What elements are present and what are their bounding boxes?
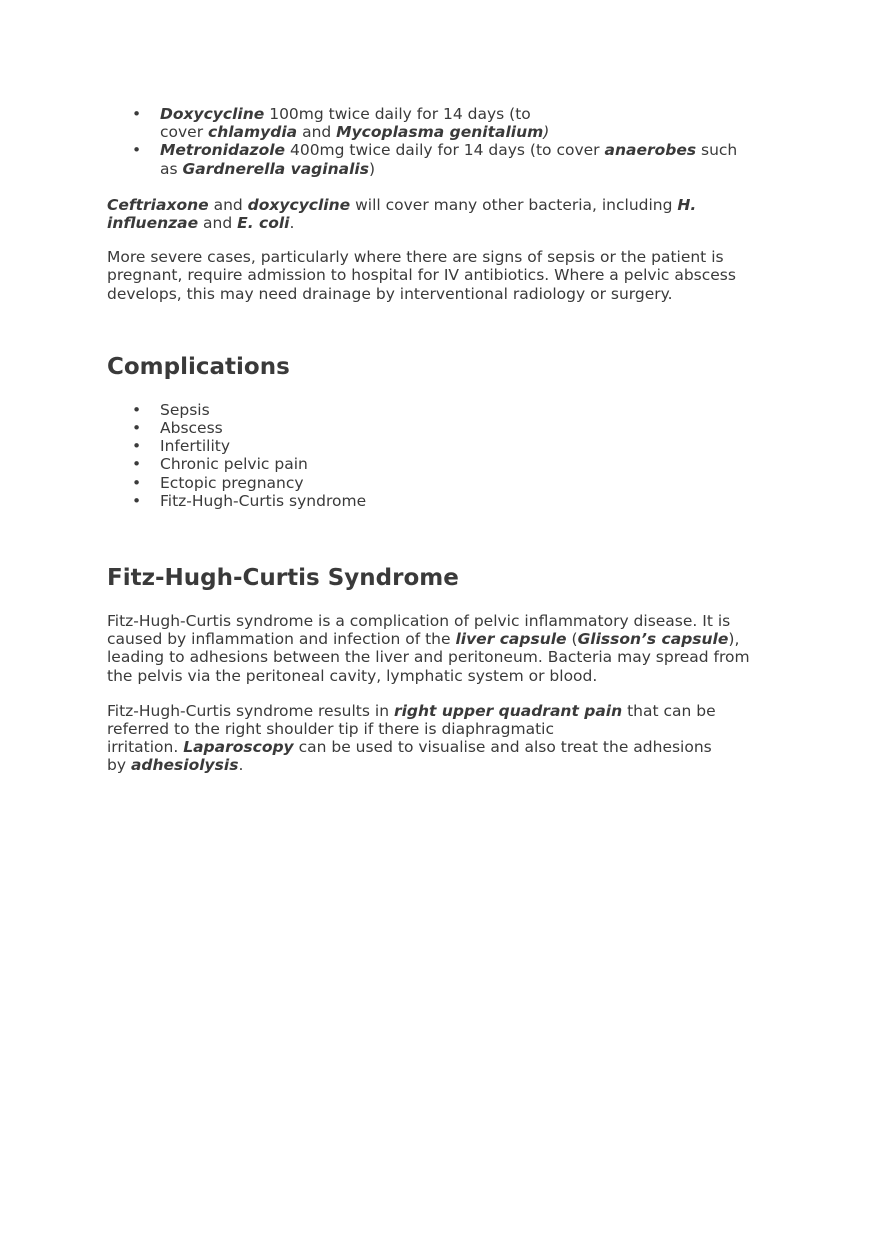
complications-heading: Complications	[107, 353, 290, 380]
list-item: • Abscess	[132, 419, 223, 438]
fitz-hugh-curtis-heading: Fitz-Hugh-Curtis Syndrome	[107, 565, 459, 592]
bullet-icon: •	[132, 141, 142, 160]
fhc-symptoms-paragraph: Fitz-Hugh-Curtis syndrome results in right upper quadrant pain that can be referred to the right shoulder tip if there is diaphragmatic irritation. Laparoscopy can be used to visualise and also treat the adhesions by adhesiolysis.	[107, 701, 716, 775]
bullet-icon: •	[132, 473, 142, 492]
severe-cases-paragraph: More severe cases, particularly where there are signs of sepsis or the patient is pregnant, require admission to hospital for IV antibiotics. Where a pelvic abscess develops, this may need drainage by interventional radiology or surgery.	[107, 248, 736, 303]
complications-list	[107, 401, 767, 510]
document-content	[107, 105, 767, 775]
list-item: • Doxycycline 100mg twice daily for 14 days (to cover chlamydia and Mycoplasma genitalium)	[132, 105, 550, 142]
bullet-icon: •	[132, 419, 142, 438]
treatment-list	[107, 105, 767, 178]
list-item: • Metronidazole 400mg twice daily for 14 days (to cover anaerobes such as Gardnerella vaginalis)	[132, 141, 738, 178]
list-item: • Chronic pelvic pain	[132, 455, 308, 474]
fhc-description-paragraph: Fitz-Hugh-Curtis syndrome is a complication of pelvic inflammatory disease. It is caused by inflammation and infection of the liver capsule (Glisson’s capsule), leading to adhesions between the liver and peritoneum. Bacteria may spread from the pelvis via the peritoneal cavity, lymphatic system or blood.	[107, 612, 750, 685]
list-item: • Sepsis	[132, 400, 210, 419]
bullet-icon: •	[132, 400, 142, 419]
list-item: • Ectopic pregnancy	[132, 473, 304, 492]
antibiotic-coverage-paragraph: Ceftriaxone and doxycycline will cover many other bacteria, including H. influenzae and E. coli.	[107, 195, 697, 233]
bullet-icon: •	[132, 105, 142, 123]
bullet-icon: •	[132, 491, 142, 510]
bullet-icon: •	[132, 455, 142, 474]
list-item: • Infertility	[132, 437, 231, 456]
list-item: • Fitz-Hugh-Curtis syndrome	[132, 491, 367, 510]
bullet-icon: •	[132, 437, 142, 456]
